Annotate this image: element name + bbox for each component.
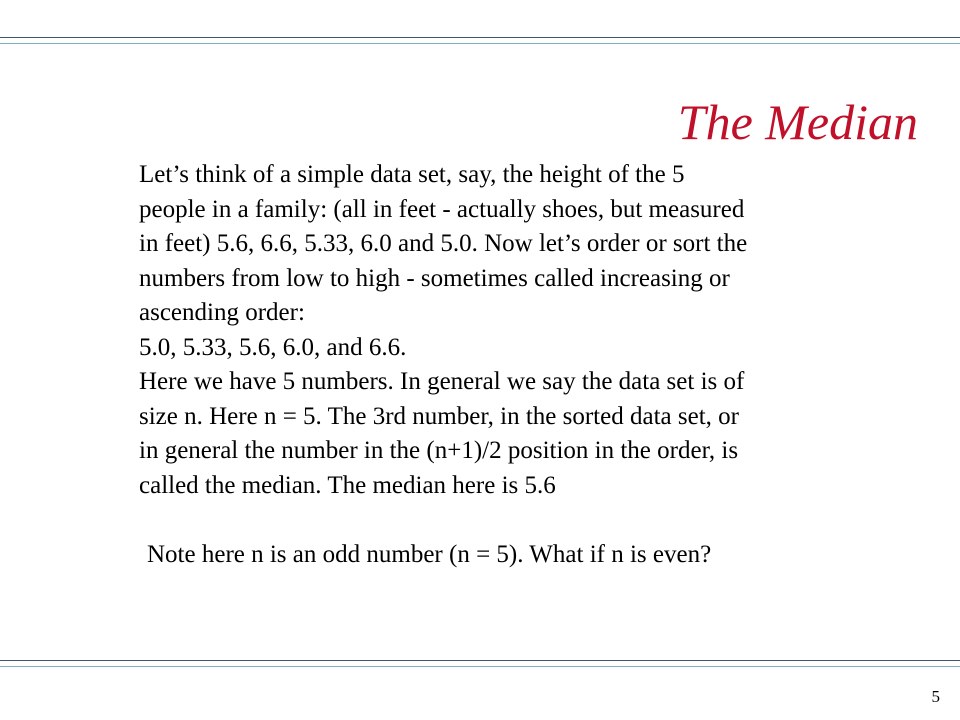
- body-line: ascending order:: [139, 299, 305, 326]
- body-line: size n. Here n = 5. The 3rd number, in the sorted data set, or: [139, 402, 739, 430]
- body-line: numbers from low to high - sometimes called increasing or: [139, 264, 730, 292]
- slide-title: The Median: [677, 94, 918, 150]
- body-line: Let’s think of a simple data set, say, the height of the 5: [139, 161, 685, 188]
- blank-line: [139, 503, 939, 538]
- slide-body: [139, 158, 939, 572]
- bottom-divider: [0, 660, 960, 667]
- body-line: in general the number in the (n+1)/2 position in the order, is: [139, 437, 739, 464]
- page-number: 5: [931, 687, 940, 706]
- body-line: people in a family: (all in feet - actually shoes, but measured: [139, 195, 745, 223]
- body-line: in feet) 5.6, 6.6, 5.33, 6.0 and 5.0. Now let’s order or sort the: [139, 230, 748, 257]
- body-line: Here we have 5 numbers. In general we say the data set is of: [139, 368, 745, 395]
- body-line: called the median. The median here is 5.6: [139, 471, 556, 499]
- note-line: Note here n is an odd number (n = 5). What if n is even?: [147, 540, 712, 568]
- top-divider: [0, 37, 960, 44]
- body-line: 5.0, 5.33, 5.6, 6.0, and 6.6.: [139, 333, 407, 361]
